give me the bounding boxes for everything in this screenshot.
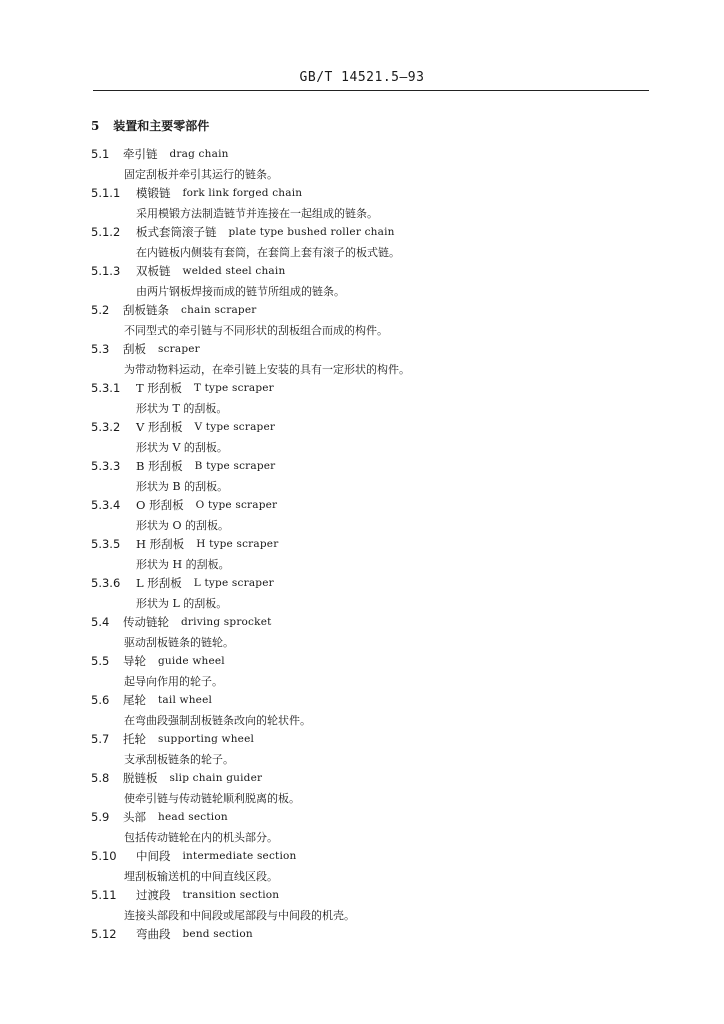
term-chinese: 模锻链 xyxy=(136,186,171,200)
section-number: 5 xyxy=(91,119,100,133)
term-definition: 形状为 H 的刮板。 xyxy=(136,558,230,571)
term-heading xyxy=(91,730,254,748)
term-heading xyxy=(91,691,212,709)
term-entry xyxy=(0,574,724,613)
term-english: O type scraper xyxy=(195,499,278,511)
term-number: 5.1.2 xyxy=(91,225,121,239)
term-entry xyxy=(0,145,724,184)
term-number: 5.12 xyxy=(91,927,117,941)
term-heading xyxy=(91,652,225,670)
term-heading xyxy=(91,535,278,553)
term-definition: 形状为 L 的刮板。 xyxy=(136,597,228,610)
term-english: supporting wheel xyxy=(158,733,255,745)
term-heading xyxy=(91,379,274,397)
term-english: drag chain xyxy=(169,148,229,160)
term-english: guide wheel xyxy=(158,655,225,667)
term-number: 5.1.3 xyxy=(91,264,121,278)
term-chinese: 中间段 xyxy=(136,849,171,863)
term-heading xyxy=(91,184,302,202)
term-number: 5.5 xyxy=(91,654,110,668)
term-number: 5.3 xyxy=(91,342,110,356)
term-entry xyxy=(0,847,724,886)
term-heading xyxy=(91,340,200,358)
term-number: 5.3.5 xyxy=(91,537,121,551)
term-chinese: 头部 xyxy=(123,810,146,824)
term-entry xyxy=(0,769,724,808)
term-definition: 在弯曲段强制刮板链条改向的轮状件。 xyxy=(124,714,311,727)
term-heading xyxy=(91,496,277,514)
term-chinese: H 形刮板 xyxy=(136,537,185,551)
term-english: welded steel chain xyxy=(182,265,286,277)
term-number: 5.7 xyxy=(91,732,110,746)
term-number: 5.6 xyxy=(91,693,110,707)
term-definition: 在内链板内侧装有套筒，在套筒上套有滚子的板式链。 xyxy=(136,246,400,259)
term-chinese: O 形刮板 xyxy=(136,498,184,512)
term-chinese: 板式套筒滚子链 xyxy=(136,225,217,239)
term-number: 5.3.6 xyxy=(91,576,121,590)
term-chinese: 弯曲段 xyxy=(136,927,171,941)
term-number: 5.10 xyxy=(91,849,117,863)
term-definition: 起导向作用的轮子。 xyxy=(124,675,223,688)
term-number: 5.9 xyxy=(91,810,110,824)
term-entry xyxy=(0,340,724,379)
term-definition: 驱动刮板链条的链轮。 xyxy=(124,636,234,649)
term-definition: 形状为 O 的刮板。 xyxy=(136,519,230,532)
term-english: plate type bushed roller chain xyxy=(228,226,395,238)
term-number: 5.11 xyxy=(91,888,117,902)
term-chinese: 刮板链条 xyxy=(123,303,169,317)
section-heading xyxy=(91,117,209,134)
term-english: T type scraper xyxy=(193,382,274,394)
term-heading xyxy=(91,808,228,826)
term-number: 5.3.2 xyxy=(91,420,121,434)
term-english: fork link forged chain xyxy=(182,187,303,199)
term-definition: 为带动物料运动，在牵引链上安装的具有一定形状的构件。 xyxy=(124,363,410,376)
term-heading xyxy=(91,925,253,943)
term-entry xyxy=(0,223,724,262)
term-heading xyxy=(91,769,262,787)
term-chinese: 牵引链 xyxy=(123,147,158,161)
term-heading xyxy=(91,418,275,436)
term-heading xyxy=(91,223,395,241)
term-chinese: B 形刮板 xyxy=(136,459,183,473)
term-chinese: L 形刮板 xyxy=(136,576,182,590)
term-definition: 形状为 B 的刮板。 xyxy=(136,480,229,493)
term-number: 5.1 xyxy=(91,147,110,161)
term-english: intermediate section xyxy=(182,850,297,862)
term-entry xyxy=(0,457,724,496)
term-number: 5.4 xyxy=(91,615,110,629)
term-definition: 包括传动链轮在内的机头部分。 xyxy=(124,831,278,844)
term-number: 5.3.1 xyxy=(91,381,121,395)
term-entry xyxy=(0,379,724,418)
term-number: 5.1.1 xyxy=(91,186,121,200)
term-heading xyxy=(91,301,256,319)
term-entry xyxy=(0,184,724,223)
term-heading xyxy=(91,262,285,280)
term-entry xyxy=(0,496,724,535)
term-entry xyxy=(0,301,724,340)
term-chinese: 过渡段 xyxy=(136,888,171,902)
term-list xyxy=(0,145,724,964)
term-definition: 支承刮板链条的轮子。 xyxy=(124,753,234,766)
term-definition: 使牵引链与传动链轮顺利脱离的板。 xyxy=(124,792,300,805)
term-entry xyxy=(0,535,724,574)
term-entry xyxy=(0,652,724,691)
term-definition: 由两片钢板焊接而成的链节所组成的链条。 xyxy=(136,285,345,298)
standard-code-header: GB/T 14521.5—93 xyxy=(299,70,425,85)
term-entry xyxy=(0,886,724,925)
term-entry xyxy=(0,730,724,769)
term-english: L type scraper xyxy=(193,577,274,589)
term-english: slip chain guider xyxy=(169,772,263,784)
term-heading xyxy=(91,145,229,163)
term-chinese: 脱链板 xyxy=(123,771,158,785)
term-chinese: 双板链 xyxy=(136,264,171,278)
term-entry xyxy=(0,808,724,847)
term-english: B type scraper xyxy=(194,460,276,472)
term-definition: 形状为 T 的刮板。 xyxy=(136,402,228,415)
term-entry xyxy=(0,262,724,301)
term-english: chain scraper xyxy=(181,304,257,316)
term-definition: 埋刮板输送机的中间直线区段。 xyxy=(124,870,278,883)
term-english: V type scraper xyxy=(194,421,276,433)
term-definition: 连接头部段和中间段或尾部段与中间段的机壳。 xyxy=(124,909,355,922)
term-heading xyxy=(91,613,272,631)
term-heading xyxy=(91,457,275,475)
term-number: 5.2 xyxy=(91,303,110,317)
term-heading xyxy=(91,574,274,592)
term-english: head section xyxy=(158,811,228,823)
term-english: driving sprocket xyxy=(181,616,272,628)
term-entry xyxy=(0,691,724,730)
term-entry xyxy=(0,925,724,964)
term-number: 5.8 xyxy=(91,771,110,785)
term-chinese: 导轮 xyxy=(123,654,146,668)
term-english: H type scraper xyxy=(196,538,279,550)
term-chinese: 刮板 xyxy=(123,342,146,356)
term-definition: 固定刮板并牵引其运行的链条。 xyxy=(124,168,278,181)
term-number: 5.3.4 xyxy=(91,498,121,512)
term-definition: 采用模锻方法制造链节并连接在一起组成的链条。 xyxy=(136,207,378,220)
term-chinese: 传动链轮 xyxy=(123,615,169,629)
section-title: 装置和主要零部件 xyxy=(113,119,210,133)
term-entry xyxy=(0,418,724,457)
term-heading xyxy=(91,847,297,865)
term-chinese: 尾轮 xyxy=(123,693,146,707)
header-rule xyxy=(93,90,649,91)
term-chinese: T 形刮板 xyxy=(136,381,182,395)
term-definition: 不同型式的牵引链与不同形状的刮板组合而成的构件。 xyxy=(124,324,388,337)
term-entry xyxy=(0,613,724,652)
term-english: scraper xyxy=(158,343,200,355)
term-chinese: V 形刮板 xyxy=(136,420,183,434)
term-heading xyxy=(91,886,279,904)
term-english: tail wheel xyxy=(158,694,213,706)
term-chinese: 托轮 xyxy=(123,732,146,746)
term-number: 5.3.3 xyxy=(91,459,121,473)
term-english: transition section xyxy=(182,889,280,901)
term-english: bend section xyxy=(182,928,253,940)
term-definition: 形状为 V 的刮板。 xyxy=(136,441,228,454)
